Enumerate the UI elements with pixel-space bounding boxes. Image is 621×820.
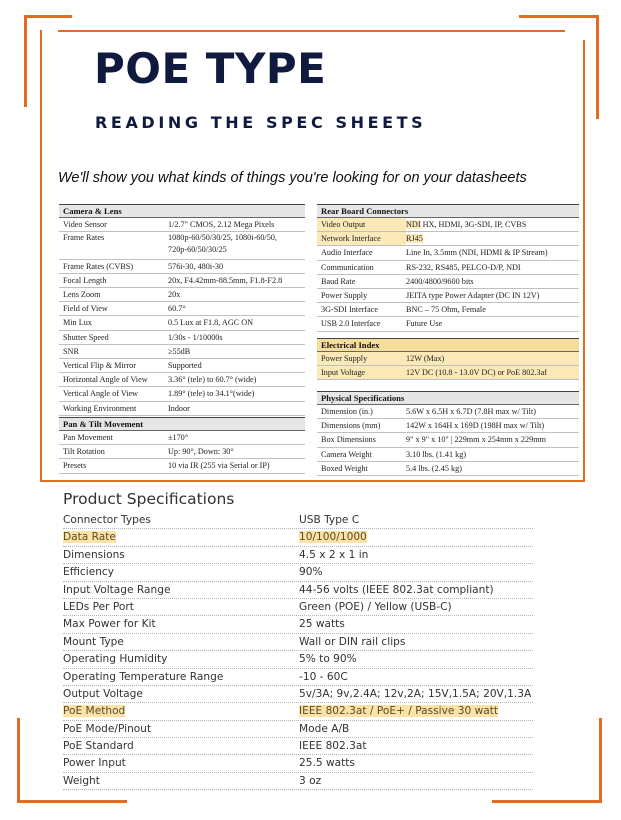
spec-value-highlight: RJ45 bbox=[406, 234, 423, 244]
spec-label: Box Dimensions bbox=[321, 435, 376, 445]
physical-table bbox=[317, 391, 579, 476]
frame-top-left-h bbox=[24, 15, 72, 18]
spec-value bbox=[299, 686, 531, 702]
frame-top-left-v bbox=[24, 15, 27, 107]
table-title: Camera & Lens bbox=[59, 204, 305, 218]
frame-inner-top bbox=[58, 30, 565, 32]
spec-label-text: Power Input bbox=[63, 757, 126, 770]
spec-label: Network Interface bbox=[317, 232, 406, 245]
spec-label: Camera Weight bbox=[321, 449, 372, 459]
table-row bbox=[63, 703, 533, 720]
frame-bottom-left-h bbox=[17, 800, 127, 803]
spec-label-text: Dimensions bbox=[63, 548, 125, 561]
table-row bbox=[59, 345, 305, 359]
table-row bbox=[63, 686, 533, 703]
table-row bbox=[63, 738, 533, 755]
frame-inner-left bbox=[40, 30, 42, 480]
spec-value bbox=[168, 232, 277, 259]
spec-label: Focal Length bbox=[63, 275, 107, 285]
camera-datasheet bbox=[50, 194, 575, 474]
spec-value: Future Use bbox=[406, 319, 443, 329]
spec-label: 3G-SDI Interface bbox=[321, 305, 379, 315]
spec-value bbox=[299, 738, 367, 754]
spec-label: Frame Rates bbox=[63, 233, 105, 243]
spec-value: ±170° bbox=[168, 433, 189, 442]
spec-value-text: 25.5 watts bbox=[299, 757, 355, 770]
spec-value: 2400/4800/9600 bits bbox=[406, 276, 474, 286]
frame-bottom-right-h bbox=[492, 800, 602, 803]
spec-label bbox=[63, 599, 299, 615]
spec-value: 12V DC (10.8 - 13.0V DC) or PoE 802.3af bbox=[406, 368, 547, 378]
table-row bbox=[59, 431, 305, 445]
spec-value-text: 44-56 volts (IEEE 802.3at compliant) bbox=[299, 583, 494, 596]
spec-value-text: 25 watts bbox=[299, 618, 345, 631]
spec-value: 10 via IR (255 via Serial or IP) bbox=[168, 461, 270, 471]
spec-label: Shutter Speed bbox=[63, 332, 109, 342]
spec-label-text: PoE Mode/Pinout bbox=[63, 722, 152, 735]
spec-value-text: Green (POE) / Yellow (USB-C) bbox=[299, 600, 452, 613]
spec-label-text: PoE Standard bbox=[63, 740, 134, 753]
rear-board-table bbox=[317, 204, 579, 332]
spec-label: Presets bbox=[63, 461, 87, 471]
spec-label: Dimensions (mm) bbox=[321, 421, 381, 431]
table-body bbox=[317, 405, 579, 476]
spec-label bbox=[63, 564, 299, 580]
table-row bbox=[59, 387, 305, 401]
spec-value: 0.5 Lux at F1.8, AGC ON bbox=[168, 318, 254, 328]
frame-bottom-left-v bbox=[17, 718, 20, 803]
table-row bbox=[59, 359, 305, 373]
spec-label: Vertical Angle of View bbox=[63, 389, 139, 399]
spec-value-text: 90% bbox=[299, 566, 323, 579]
intro-text: We'll show you what kinds of things you're looking for on your datasheets bbox=[58, 170, 527, 186]
spec-value bbox=[299, 721, 349, 737]
table-row bbox=[59, 302, 305, 316]
table-row bbox=[63, 773, 533, 790]
table-row bbox=[59, 316, 305, 330]
table-row bbox=[317, 261, 579, 275]
frame-top-right-v bbox=[596, 15, 599, 119]
spec-label-text: Mount Type bbox=[63, 635, 124, 648]
table-row bbox=[63, 651, 533, 668]
page-title: POE TYPE bbox=[94, 44, 327, 93]
table-row bbox=[63, 512, 533, 529]
spec-value bbox=[299, 616, 345, 632]
spec-value: 20x, F4.42mm-88.5mm, F1.8-F2.8 bbox=[168, 275, 283, 285]
product-specifications bbox=[48, 482, 558, 787]
spec-value: 5.4 lbs. (2.45 kg) bbox=[406, 463, 462, 473]
spec-label-text: Connector Types bbox=[63, 514, 151, 526]
product-specifications-table bbox=[63, 512, 533, 790]
spec-label bbox=[63, 651, 299, 667]
spec-value: 20x bbox=[168, 290, 181, 300]
table-row bbox=[317, 232, 579, 246]
spec-label: Working Environment bbox=[63, 403, 137, 413]
spec-label-text: LEDs Per Port bbox=[63, 600, 134, 613]
spec-value: 1/2.7" CMOS, 2.12 Mega Pixels bbox=[168, 220, 275, 229]
spec-value-line: 1080p-60/50/30/25, 1080i-60/50, bbox=[168, 233, 277, 243]
spec-value: ≥55dB bbox=[168, 346, 191, 356]
spec-label: Tilt Rotation bbox=[63, 447, 105, 457]
spec-value bbox=[299, 564, 323, 580]
table-row bbox=[317, 275, 579, 289]
spec-label bbox=[63, 582, 299, 598]
table-row bbox=[317, 448, 579, 462]
table-body bbox=[59, 218, 305, 416]
spec-value bbox=[299, 773, 321, 789]
spec-label: Field of View bbox=[63, 304, 108, 314]
spec-label bbox=[63, 512, 299, 528]
spec-label bbox=[63, 616, 299, 632]
table-row bbox=[63, 721, 533, 738]
spec-value bbox=[299, 512, 359, 528]
spec-label: Video Output bbox=[317, 218, 406, 231]
spec-label bbox=[63, 703, 299, 719]
table-row bbox=[317, 433, 579, 447]
table-row bbox=[63, 669, 533, 686]
spec-label-text: Weight bbox=[63, 774, 100, 787]
spec-value-text: -10 - 60C bbox=[299, 670, 348, 683]
table-body bbox=[317, 352, 579, 380]
camera-lens-table bbox=[59, 204, 305, 416]
spec-value-highlight: NDI bbox=[406, 220, 421, 229]
spec-label: Dimension (in.) bbox=[321, 407, 373, 416]
frame-bottom-right-v bbox=[599, 718, 602, 803]
spec-value: 60.7° bbox=[168, 304, 186, 314]
table-row bbox=[59, 459, 305, 473]
spec-label bbox=[63, 721, 299, 737]
spec-value-line: 720p-60/50/30/25 bbox=[168, 245, 227, 255]
spec-value bbox=[299, 755, 355, 771]
table-body bbox=[59, 431, 305, 474]
table-row bbox=[317, 218, 579, 232]
spec-value-text: IEEE 802.3at / PoE+ / Passive 30 watt bbox=[299, 705, 499, 718]
spec-value: 576i-30, 480i-30 bbox=[168, 261, 224, 271]
spec-label: SNR bbox=[63, 346, 79, 356]
table-title: Pan & Tilt Movement bbox=[59, 417, 305, 431]
table-row bbox=[317, 289, 579, 303]
spec-label: Horizontal Angle of View bbox=[63, 375, 148, 385]
spec-label-text: Input Voltage Range bbox=[63, 583, 171, 596]
spec-value bbox=[299, 547, 368, 563]
table-row bbox=[59, 288, 305, 302]
spec-value-text: 4.5 x 2 x 1 in bbox=[299, 548, 369, 561]
spec-label: Boxed Weight bbox=[321, 463, 368, 473]
spec-value bbox=[406, 232, 423, 245]
spec-label bbox=[63, 686, 299, 702]
spec-value: 1.89° (tele) to 34.1°(wide) bbox=[168, 389, 255, 399]
spec-label: Power Supply bbox=[321, 354, 368, 363]
spec-value bbox=[299, 599, 452, 615]
table-row bbox=[63, 547, 533, 564]
electrical-table bbox=[317, 338, 579, 380]
spec-label bbox=[63, 773, 299, 789]
table-row bbox=[59, 260, 305, 274]
spec-label: Video Sensor bbox=[63, 220, 107, 229]
table-row bbox=[63, 529, 533, 546]
page-subtitle: READING THE SPEC SHEETS bbox=[95, 113, 427, 132]
table-row bbox=[317, 246, 579, 260]
spec-value-text: 5v/3A; 9v,2.4A; 12v,2A; 15V,1.5A; 20V,1.3A bbox=[299, 687, 532, 700]
table-row bbox=[63, 616, 533, 633]
table-row bbox=[59, 274, 305, 288]
spec-label: Baud Rate bbox=[321, 276, 356, 286]
spec-value-text: Wall or DIN rail clips bbox=[299, 635, 406, 648]
spec-value-text: USB Type C bbox=[299, 514, 360, 526]
table-row bbox=[59, 331, 305, 345]
spec-value bbox=[406, 218, 526, 231]
table-row bbox=[59, 402, 305, 416]
spec-label: Frame Rates (CVBS) bbox=[63, 261, 134, 271]
spec-value: 9" x 9" x 10" | 229mm x 254mm x 229mm bbox=[406, 435, 546, 445]
table-row bbox=[317, 352, 579, 366]
spec-label-text: Data Rate bbox=[63, 531, 116, 544]
spec-label: Min Lux bbox=[63, 318, 92, 328]
spec-label bbox=[63, 529, 299, 545]
spec-value bbox=[299, 529, 367, 545]
table-row bbox=[63, 634, 533, 651]
spec-label bbox=[63, 634, 299, 650]
spec-value-rest: HX, HDMI, 3G-SDI, IP, CVBS bbox=[420, 220, 527, 229]
table-row bbox=[317, 366, 579, 380]
spec-value: 12W (Max) bbox=[406, 354, 445, 363]
spec-value: 142W x 164H x 169D (198H max w/ Tilt) bbox=[406, 421, 545, 431]
table-row bbox=[59, 218, 305, 232]
spec-label bbox=[63, 547, 299, 563]
spec-label-text: Output Voltage bbox=[63, 687, 143, 700]
spec-value: RS-232, RS485, PELCO-D/P, NDI bbox=[406, 262, 521, 272]
spec-value-text: 3 oz bbox=[299, 774, 322, 787]
spec-value: 5.6W x 6.5H x 6.7D (7.8H max w/ Tilt) bbox=[406, 407, 536, 416]
spec-label: Pan Movement bbox=[63, 433, 113, 442]
spec-value: Indoor bbox=[168, 403, 190, 413]
spec-label: Lens Zoom bbox=[63, 290, 101, 300]
spec-label bbox=[63, 669, 299, 685]
spec-value: 3.36° (tele) to 60.7° (wide) bbox=[168, 375, 257, 385]
spec-value: 3.10 lbs. (1.41 kg) bbox=[406, 449, 467, 459]
spec-value: BNC – 75 Ohm, Female bbox=[406, 305, 486, 315]
spec-value: Up: 90°, Down: 30° bbox=[168, 447, 234, 457]
spec-value-text: IEEE 802.3at bbox=[299, 740, 367, 753]
spec-label: Vertical Flip & Mirror bbox=[63, 361, 136, 370]
table-row bbox=[63, 582, 533, 599]
spec-value: 1/30s - 1/10000s bbox=[168, 332, 223, 342]
table-row bbox=[59, 445, 305, 459]
spec-label bbox=[63, 755, 299, 771]
spec-value-text: Mode A/B bbox=[299, 722, 350, 735]
table-title: Electrical Index bbox=[317, 338, 579, 352]
table-row bbox=[63, 599, 533, 616]
spec-label bbox=[63, 738, 299, 754]
spec-value bbox=[299, 582, 494, 598]
product-specifications-title: Product Specifications bbox=[63, 490, 235, 508]
table-row bbox=[317, 419, 579, 433]
table-body bbox=[317, 218, 579, 332]
spec-label: USB 2.0 Interface bbox=[321, 319, 381, 329]
spec-label: Audio Interface bbox=[321, 248, 373, 258]
table-row bbox=[317, 405, 579, 419]
frame-top-right-h bbox=[519, 15, 599, 18]
spec-label-text: Operating Humidity bbox=[63, 653, 168, 666]
spec-value bbox=[299, 634, 405, 650]
table-row bbox=[63, 755, 533, 772]
spec-label: Input Voltage bbox=[321, 368, 366, 378]
table-row bbox=[317, 303, 579, 317]
spec-value: Supported bbox=[168, 361, 202, 370]
spec-label: Power Supply bbox=[321, 290, 368, 300]
spec-value bbox=[299, 651, 357, 667]
spec-label-text: Max Power for Kit bbox=[63, 618, 156, 631]
spec-value: JEITA type Power Adapter (DC IN 12V) bbox=[406, 290, 540, 300]
frame-inner-right bbox=[583, 40, 585, 480]
spec-label-text: PoE Method bbox=[63, 705, 126, 718]
spec-value: Line In, 3.5mm (NDI, HDMI & IP Stream) bbox=[406, 248, 548, 258]
table-row bbox=[59, 232, 305, 260]
table-row bbox=[317, 462, 579, 476]
spec-label-text: Operating Temperature Range bbox=[63, 670, 224, 683]
table-title: Rear Board Connectors bbox=[317, 204, 579, 218]
spec-value-text: 5% to 90% bbox=[299, 653, 357, 666]
spec-value bbox=[299, 669, 348, 685]
spec-value-text: 10/100/1000 bbox=[299, 531, 367, 544]
table-row bbox=[317, 317, 579, 331]
spec-label: Communication bbox=[321, 262, 374, 272]
spec-value bbox=[299, 703, 498, 719]
spec-label-text: Efficiency bbox=[63, 566, 115, 579]
table-title: Physical Specifications bbox=[317, 391, 579, 405]
table-row bbox=[63, 564, 533, 581]
table-row bbox=[59, 373, 305, 387]
pan-tilt-table bbox=[59, 417, 305, 474]
